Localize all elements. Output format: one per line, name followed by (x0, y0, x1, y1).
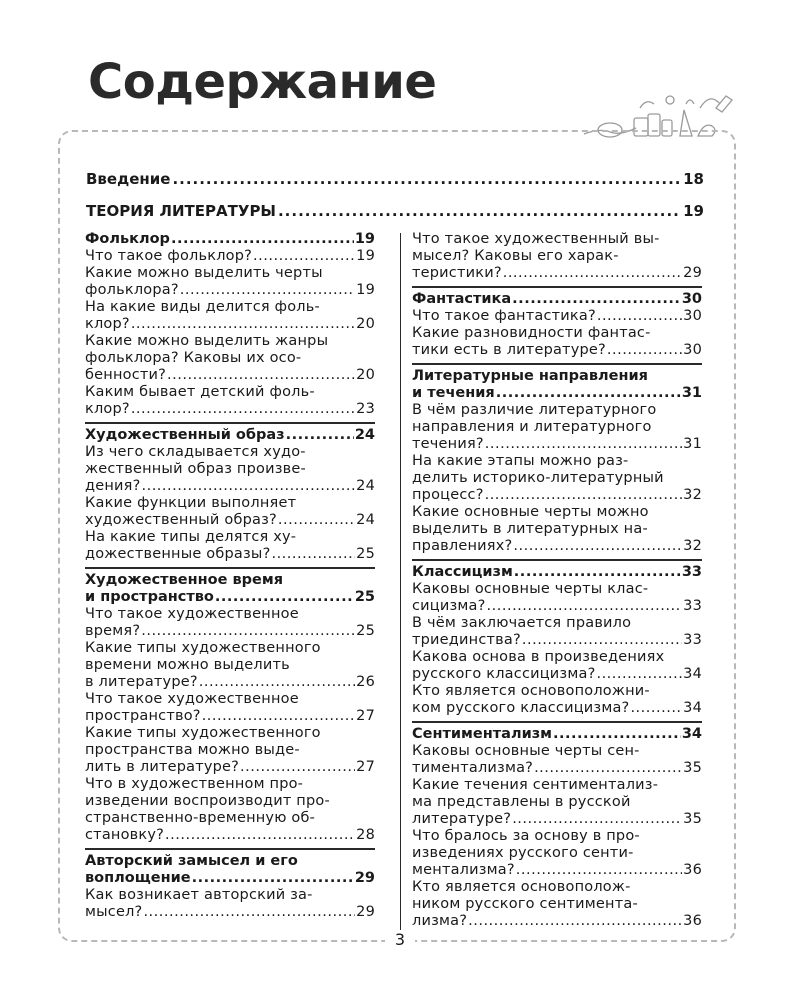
toc-entry[interactable] (412, 743, 702, 777)
dot-leader (192, 870, 354, 887)
section-title-text: Литературные направления (412, 368, 648, 384)
toc-entry-page: 31 (683, 436, 702, 452)
toc-entry-page: 34 (681, 726, 702, 742)
column-divider (400, 233, 401, 930)
toc-entry-page: 32 (683, 538, 702, 554)
entry-text: жественный образ произве- (85, 461, 306, 477)
toc-entry[interactable] (85, 691, 375, 725)
entry-text: На какие этапы можно раз- (412, 453, 629, 469)
toc-section (412, 286, 702, 359)
toc-entry-page: 29 (356, 904, 375, 920)
toc-entry-page: 33 (683, 632, 702, 648)
toc-entry-page: 30 (681, 291, 702, 307)
entry-text: В чём различие литературного (412, 402, 657, 418)
toc-entry[interactable] (412, 453, 702, 504)
entry-text: тиментализма? (412, 760, 534, 776)
toc-entry[interactable] (412, 777, 702, 828)
entry-text: Кто является основополож- (412, 879, 631, 895)
entry-text: художественный образ? (85, 512, 277, 528)
dot-leader (487, 598, 683, 615)
toc-entry-page: 35 (683, 760, 702, 776)
entry-text: лить в литературе? (85, 759, 240, 775)
toc-entry-page: 32 (683, 487, 702, 503)
toc-entry[interactable] (412, 504, 702, 555)
toc-entry[interactable] (85, 444, 375, 495)
toc-entry[interactable] (412, 649, 702, 683)
dot-leader (131, 316, 355, 333)
dot-leader (240, 759, 355, 776)
entry-text: выделить в литературных на- (412, 521, 648, 537)
dot-leader (534, 760, 682, 777)
entry-text: пространства можно выде- (85, 742, 300, 758)
entry-text: Какие типы художественного (85, 725, 321, 741)
entry-text: дожественные образы? (85, 546, 271, 562)
toc-entry-page: 25 (356, 623, 375, 639)
toc-entry-page: 19 (356, 282, 375, 298)
toc-entry[interactable] (412, 828, 702, 879)
entry-text: делить историко-литературный (412, 470, 664, 486)
toc-entry[interactable] (85, 384, 375, 418)
entry-text: Что такое художественный вы- (412, 231, 660, 247)
dot-leader (167, 367, 355, 384)
dot-leader (597, 308, 682, 325)
dot-leader (180, 282, 355, 299)
toc-entry-page: 35 (683, 811, 702, 827)
section-title-text: Художественный образ (85, 427, 285, 443)
toc-section-heading[interactable] (412, 368, 702, 402)
toc-section-heading[interactable] (85, 572, 375, 606)
toc-entry[interactable] (412, 581, 702, 615)
toc-entry-title: ТЕОРИЯ ЛИТЕРАТУРЫ (86, 202, 276, 220)
dot-leader (630, 700, 682, 717)
entry-text: литературе? (412, 811, 512, 827)
entry-text: ма представлены в русской (412, 794, 631, 810)
dot-leader (512, 291, 681, 308)
dot-leader (496, 385, 681, 402)
toc-entry-page: 33 (681, 564, 702, 580)
dot-leader (143, 904, 355, 921)
dot-leader (468, 913, 682, 930)
toc-section-heading[interactable] (412, 564, 702, 581)
toc-entry-page: 36 (683, 913, 702, 929)
dot-leader (215, 589, 354, 606)
entry-text: Что такое художественное (85, 691, 299, 707)
entry-text: Что такое художественное (85, 606, 299, 622)
section-title-text: Авторский замысел и его (85, 853, 298, 869)
toc-entry-page: 24 (354, 427, 375, 443)
toc-entry-page: 24 (356, 512, 375, 528)
entry-text: Как возникает авторский за- (85, 887, 313, 903)
entry-text: процесс? (412, 487, 484, 503)
entry-text: изведениях русского сенти- (412, 845, 634, 861)
dot-leader (165, 827, 355, 844)
toc-entry-page: 25 (356, 546, 375, 562)
entry-text: Какие разновидности фантас- (412, 325, 651, 341)
entry-text: ком русского классицизма? (412, 700, 630, 716)
dot-leader (513, 538, 682, 555)
entry-text: Какова основа в произведениях (412, 649, 665, 665)
toc-section (412, 559, 702, 717)
toc-entry[interactable] (85, 776, 375, 844)
entry-text: становку? (85, 827, 165, 843)
entry-text: Какие типы художественного (85, 640, 321, 656)
entry-text: сицизма? (412, 598, 486, 614)
toc-entry[interactable] (85, 606, 375, 640)
entry-text: бенности? (85, 367, 167, 383)
toc-entry[interactable] (85, 333, 375, 384)
toc-entry[interactable] (85, 887, 375, 921)
toc-entry[interactable] (412, 325, 702, 359)
entry-text: русского классицизма? (412, 666, 596, 682)
entry-text: Каковы основные черты сен- (412, 743, 640, 759)
toc-entry-page: 24 (356, 478, 375, 494)
dot-leader (516, 862, 682, 879)
dot-leader (278, 202, 681, 220)
entry-text: Что такое фольклор? (85, 248, 253, 264)
toc-entry-page: 19 (683, 202, 704, 220)
entry-text: На какие типы делятся ху- (85, 529, 297, 545)
toc-entry-page: 18 (683, 170, 704, 188)
entry-text: мысел? Каковы его харак- (412, 248, 619, 264)
entry-text: Что в художественном про- (85, 776, 304, 792)
toc-entry[interactable] (85, 640, 375, 691)
entry-text: Какие основные черты можно (412, 504, 649, 520)
toc-entry-page: 33 (683, 598, 702, 614)
toc-entry[interactable] (85, 529, 375, 563)
entry-text: На какие виды делится фоль- (85, 299, 320, 315)
toc-entry[interactable] (412, 402, 702, 453)
dot-leader (522, 632, 682, 649)
toc-entry-page: 23 (356, 401, 375, 417)
entry-text: клор? (85, 401, 130, 417)
toc-entry-page: 27 (356, 759, 375, 775)
entry-text: правлениях? (412, 538, 513, 554)
toc-entry-page: 30 (683, 342, 702, 358)
section-title-text: Сентиментализм (412, 726, 553, 742)
entry-text: триединства? (412, 632, 521, 648)
entry-text: мысел? (85, 904, 143, 920)
entry-text: ником русского сентимента- (412, 896, 638, 912)
dot-leader (485, 487, 683, 504)
toc-entry[interactable] (85, 265, 375, 299)
toc-section-heading[interactable] (85, 427, 375, 444)
entry-text: Что такое фантастика? (412, 308, 596, 324)
toc-entry[interactable] (412, 683, 702, 717)
entry-text: течения? (412, 436, 484, 452)
toc-entry[interactable] (85, 725, 375, 776)
entry-text: пространство? (85, 708, 201, 724)
entry-text: время? (85, 623, 141, 639)
toc-section-heading[interactable] (85, 231, 375, 248)
toc-entry-page: 36 (683, 862, 702, 878)
toc-entry-theory[interactable] (86, 202, 704, 220)
entry-text: фольклора? Каковы их осо- (85, 350, 302, 366)
dot-leader (596, 666, 682, 683)
dot-leader (253, 248, 355, 265)
toc-section-heading[interactable] (412, 726, 702, 743)
toc-entry-page: 28 (356, 827, 375, 843)
toc-entry[interactable] (412, 879, 702, 930)
toc-entry[interactable] (412, 231, 702, 282)
entry-text: в литературе? (85, 674, 198, 690)
dot-leader (141, 478, 355, 495)
entry-text: Какие можно выделить жанры (85, 333, 329, 349)
toc-entry-page: 20 (356, 367, 375, 383)
toc-entry-page: 20 (356, 316, 375, 332)
section-title-text: Фольклор (85, 231, 170, 247)
toc-entry-page: 31 (681, 385, 702, 401)
entry-text: направления и литературного (412, 419, 652, 435)
toc-section (85, 231, 375, 418)
toc-entry-page: 34 (683, 666, 702, 682)
page-number-text: 3 (385, 930, 415, 949)
entry-text: лизма? (412, 913, 468, 929)
toc-entry-page: 25 (354, 589, 375, 605)
dot-leader (512, 811, 682, 828)
entry-text: теристики? (412, 265, 502, 281)
entry-text: Каким бывает детский фоль- (85, 384, 315, 400)
dot-leader (485, 436, 682, 453)
toc-entry-page: 34 (683, 700, 702, 716)
toc-entry-page: 30 (683, 308, 702, 324)
toc-section (412, 363, 702, 555)
entry-text: тики есть в литературе? (412, 342, 606, 358)
section-title-text: Фантастика (412, 291, 512, 307)
toc-section (85, 567, 375, 844)
entry-text: Какие функции выполняет (85, 495, 297, 511)
toc-entry-page: 19 (356, 248, 375, 264)
toc-section (85, 848, 375, 921)
toc-entry[interactable] (85, 495, 375, 529)
toc-entry[interactable] (85, 248, 375, 265)
toc-entry-page: 26 (356, 674, 375, 690)
entry-text: дения? (85, 478, 141, 494)
section-title-text: и пространство (85, 589, 214, 605)
dot-leader (271, 546, 355, 563)
toc-section (85, 422, 375, 563)
section-title-text: Классицизм (412, 564, 513, 580)
entry-text: ментализма? (412, 862, 515, 878)
dot-leader (171, 231, 354, 248)
toc-entry-page: 29 (683, 265, 702, 281)
entry-text: В чём заключается правило (412, 615, 632, 631)
page-title: Содержание (88, 54, 437, 110)
right-column (412, 231, 702, 930)
toc-entry[interactable] (85, 299, 375, 333)
page-number (0, 930, 800, 949)
dot-leader (141, 623, 355, 640)
entry-text: Какие течения сентиментализ- (412, 777, 659, 793)
entry-text: Кто является основоположни- (412, 683, 650, 699)
toc-entry[interactable] (412, 308, 702, 325)
toc-section-heading[interactable] (412, 291, 702, 308)
toc-entry-page: 29 (354, 870, 375, 886)
section-title-text: Художественное время (85, 572, 284, 588)
entry-text: странственно-временную об- (85, 810, 316, 826)
entry-text: изведении воспроизводит про- (85, 793, 330, 809)
toc-entry[interactable] (412, 615, 702, 649)
entry-text: Какие можно выделить черты (85, 265, 323, 281)
dot-leader (278, 512, 355, 529)
toc-entry-page: 27 (356, 708, 375, 724)
dot-leader (286, 427, 354, 444)
entry-text: Из чего складывается худо- (85, 444, 306, 460)
dot-leader (553, 726, 681, 743)
toc-entry-title: Введение (86, 170, 171, 188)
dot-leader (172, 170, 681, 188)
section-title-text: и течения (412, 385, 495, 401)
toc-entry-introduction[interactable] (86, 170, 704, 188)
entry-text: Каковы основные черты клас- (412, 581, 649, 597)
dot-leader (607, 342, 682, 359)
dot-leader (131, 401, 355, 418)
dot-leader (514, 564, 681, 581)
intro-entries (86, 170, 704, 220)
toc-entry-page: 19 (354, 231, 375, 247)
dot-leader (199, 674, 355, 691)
toc-section (412, 721, 702, 930)
entry-text: Что бралось за основу в про- (412, 828, 640, 844)
toc-section (412, 231, 702, 282)
entry-text: фольклора? (85, 282, 179, 298)
left-column (85, 231, 375, 921)
dot-leader (202, 708, 355, 725)
entry-text: клор? (85, 316, 130, 332)
entry-text: времени можно выделить (85, 657, 290, 673)
dot-leader (503, 265, 682, 282)
section-title-text: воплощение (85, 870, 191, 886)
toc-section-heading[interactable] (85, 853, 375, 887)
